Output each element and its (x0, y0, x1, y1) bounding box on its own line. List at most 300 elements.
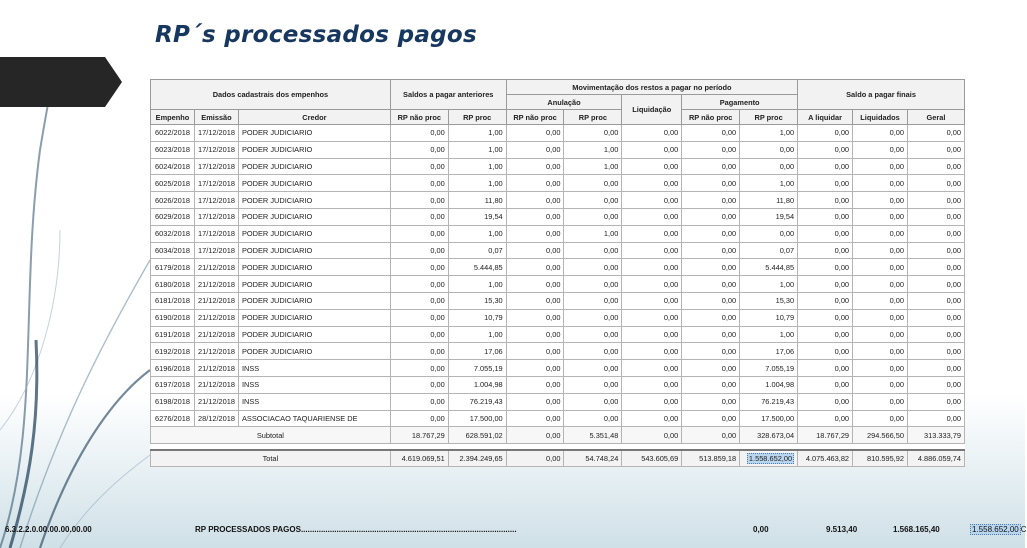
table-row (151, 326, 965, 343)
table-cell: 0,00 (622, 360, 682, 377)
table-cell: 0,00 (853, 225, 908, 242)
subtotal-cell: 5.351,48 (564, 427, 622, 444)
col-saldos-rp-proc: RP proc (448, 110, 506, 125)
table-row (151, 376, 965, 393)
subtotal-cell: 0,00 (506, 427, 564, 444)
table-row (151, 158, 965, 175)
table-cell: 0,00 (564, 410, 622, 427)
table-cell: 0,00 (506, 259, 564, 276)
table-cell: 0,00 (682, 175, 740, 192)
total-row (151, 450, 965, 467)
table-cell: 6032/2018 (151, 225, 195, 242)
col-credor: Credor (238, 110, 390, 125)
table-cell: 6191/2018 (151, 326, 195, 343)
table-cell: 5.444,85 (448, 259, 506, 276)
header-saldo-finais: Saldo a pagar finais (798, 80, 965, 110)
table-cell: 0,00 (390, 326, 448, 343)
table-cell: 0,00 (506, 175, 564, 192)
table-cell: 21/12/2018 (194, 259, 238, 276)
table-row (151, 242, 965, 259)
table-cell: INSS (238, 360, 390, 377)
table-cell: 0,00 (907, 276, 964, 293)
table-cell: PODER JUDICIARIO (238, 192, 390, 209)
table-cell: 0,00 (853, 343, 908, 360)
table-row (151, 343, 965, 360)
table-cell: 1,00 (448, 276, 506, 293)
col-a-liquidar: A liquidar (798, 110, 853, 125)
table-cell: 17/12/2018 (194, 192, 238, 209)
table-cell: 6181/2018 (151, 292, 195, 309)
table-cell: 0,00 (622, 326, 682, 343)
table-cell: 0,00 (390, 410, 448, 427)
table-cell: 1,00 (448, 141, 506, 158)
header-movimentacao: Movimentação dos restos a pagar no período (506, 80, 797, 95)
table-cell: 21/12/2018 (194, 276, 238, 293)
table-row (151, 292, 965, 309)
table-cell: 1,00 (448, 175, 506, 192)
table-cell: 0,00 (390, 192, 448, 209)
table-cell: 0,00 (390, 360, 448, 377)
table-cell: 7.055,19 (740, 360, 798, 377)
col-anulacao-rp-nao-proc: RP não proc (506, 110, 564, 125)
subtotal-cell: 294.566,50 (853, 427, 908, 444)
col-pagamento-rp-proc: RP proc (740, 110, 798, 125)
table-cell: 0,00 (740, 225, 798, 242)
table-cell: 0,00 (506, 360, 564, 377)
table-cell: 1.004,98 (448, 376, 506, 393)
table-cell: 0,00 (798, 242, 853, 259)
table-cell: 11,80 (448, 192, 506, 209)
table-cell: 0,00 (907, 292, 964, 309)
table-cell: 17/12/2018 (194, 225, 238, 242)
table-cell: 0,00 (682, 360, 740, 377)
table-cell: 0,00 (907, 326, 964, 343)
table-cell: 0,00 (798, 360, 853, 377)
footer-account-code: 6.3.2.2.0.00.00.00.00.00 (5, 525, 92, 534)
table-cell: 0,00 (907, 376, 964, 393)
col-emissao: Emissão (194, 110, 238, 125)
total-cell (740, 450, 798, 467)
col-geral: Geral (907, 110, 964, 125)
footer-value-1: 0,00 (753, 525, 769, 534)
table-cell: 0,00 (622, 158, 682, 175)
table-cell: 10,79 (740, 309, 798, 326)
total-cell: 810.595,92 (853, 450, 908, 467)
table-cell: 6025/2018 (151, 175, 195, 192)
table-cell: 0,00 (506, 242, 564, 259)
header-dados-cadastrais: Dados cadastrais dos empenhos (151, 80, 391, 110)
table-cell: 1,00 (448, 125, 506, 142)
subtotal-cell: 0,00 (622, 427, 682, 444)
table-cell: 1,00 (740, 125, 798, 142)
table-row (151, 393, 965, 410)
footer-label: RP PROCESSADOS PAGOS................................................................................................. (195, 525, 517, 534)
table-cell: 0,00 (506, 410, 564, 427)
footer-value-4-wrap (970, 525, 1027, 534)
table-cell: 6196/2018 (151, 360, 195, 377)
table-cell: 11,80 (740, 192, 798, 209)
table-cell: 6180/2018 (151, 276, 195, 293)
table-row (151, 309, 965, 326)
table-cell: 17/12/2018 (194, 242, 238, 259)
table-cell: 6024/2018 (151, 158, 195, 175)
table-cell: INSS (238, 376, 390, 393)
table-cell: 0,00 (798, 208, 853, 225)
table-cell: 0,00 (740, 158, 798, 175)
table-cell: 0,00 (390, 175, 448, 192)
table-cell: 1,00 (740, 276, 798, 293)
header-liquidacao: Liquidação (622, 95, 682, 125)
table-cell: 0,00 (390, 259, 448, 276)
table-cell: 0,00 (853, 175, 908, 192)
table-cell: 0,00 (853, 141, 908, 158)
table-cell: 17.500,00 (448, 410, 506, 427)
table-cell: 0,00 (798, 410, 853, 427)
table-cell: PODER JUDICIARIO (238, 141, 390, 158)
table-cell: 0,00 (798, 125, 853, 142)
table-cell: 0,00 (390, 343, 448, 360)
table-cell: 0,00 (907, 360, 964, 377)
table-cell: 0,00 (682, 242, 740, 259)
table-cell: 0,00 (798, 259, 853, 276)
table-cell: 0,00 (907, 410, 964, 427)
table-cell: 0,00 (622, 225, 682, 242)
highlighted-total-pagamento: 1.558.652,00 (748, 453, 793, 463)
table-cell: 0,00 (564, 376, 622, 393)
table-cell: 0,00 (506, 292, 564, 309)
footer-value-4: 1.558.652,00 (972, 525, 1019, 534)
footer-suffix: C (1020, 525, 1027, 534)
table-cell: 0,00 (853, 242, 908, 259)
table-cell: PODER JUDICIARIO (238, 276, 390, 293)
table-cell: 0,07 (740, 242, 798, 259)
table-cell: 0,00 (798, 276, 853, 293)
table-cell: 0,00 (506, 343, 564, 360)
table-cell: PODER JUDICIARIO (238, 292, 390, 309)
col-empenho: Empenho (151, 110, 195, 125)
table-cell: PODER JUDICIARIO (238, 259, 390, 276)
table-cell: 0,00 (564, 125, 622, 142)
table-cell: 0,00 (622, 259, 682, 276)
total-cell: 543.605,69 (622, 450, 682, 467)
footer-account-line (0, 520, 1025, 540)
table-cell: 0,00 (798, 376, 853, 393)
table-cell: 0,00 (798, 175, 853, 192)
table-cell: 0,00 (907, 242, 964, 259)
table-cell: 0,00 (564, 276, 622, 293)
table-cell: 0,00 (798, 141, 853, 158)
table-cell: 0,00 (907, 158, 964, 175)
table-cell: 0,00 (564, 259, 622, 276)
table-cell: 0,00 (798, 326, 853, 343)
table-cell: PODER JUDICIARIO (238, 343, 390, 360)
table-cell: 0,00 (506, 192, 564, 209)
table-cell: 0,00 (907, 175, 964, 192)
table-cell: 6023/2018 (151, 141, 195, 158)
table-cell: 0,00 (682, 309, 740, 326)
table-cell: 0,00 (853, 376, 908, 393)
table-cell: PODER JUDICIARIO (238, 326, 390, 343)
table-cell: 0,00 (506, 208, 564, 225)
table-cell: 0,00 (798, 225, 853, 242)
table-cell: 21/12/2018 (194, 360, 238, 377)
table-cell: PODER JUDICIARIO (238, 125, 390, 142)
footer-value-3: 1.568.165,40 (893, 525, 940, 534)
table-cell: 0,00 (907, 192, 964, 209)
table-cell: 19,54 (740, 208, 798, 225)
table-row (151, 208, 965, 225)
table-cell: 0,00 (853, 259, 908, 276)
table-cell: 0,00 (390, 158, 448, 175)
table-cell: 5.444,85 (740, 259, 798, 276)
table-cell: PODER JUDICIARIO (238, 208, 390, 225)
table-cell: 15,30 (740, 292, 798, 309)
table-cell: PODER JUDICIARIO (238, 309, 390, 326)
table-cell: 1,00 (448, 158, 506, 175)
report-body (151, 125, 965, 467)
table-cell: 0,00 (622, 292, 682, 309)
table-cell: 0,07 (448, 242, 506, 259)
table-cell: 1,00 (564, 158, 622, 175)
table-cell: 0,00 (390, 309, 448, 326)
table-cell: PODER JUDICIARIO (238, 175, 390, 192)
subtotal-cell: 18.767,29 (390, 427, 448, 444)
total-label: Total (151, 450, 391, 467)
table-cell: 0,00 (622, 208, 682, 225)
total-cell: 54.748,24 (564, 450, 622, 467)
table-cell: 0,00 (564, 360, 622, 377)
table-cell: PODER JUDICIARIO (238, 242, 390, 259)
table-cell: 0,00 (853, 360, 908, 377)
table-cell: 0,00 (390, 225, 448, 242)
table-cell: 0,00 (506, 309, 564, 326)
table-cell: 6190/2018 (151, 309, 195, 326)
table-row (151, 259, 965, 276)
table-cell: 0,00 (622, 393, 682, 410)
table-cell: 0,00 (682, 376, 740, 393)
table-cell: 0,00 (564, 309, 622, 326)
table-cell: 17/12/2018 (194, 158, 238, 175)
slide-title: RP´s processados pagos (155, 22, 478, 48)
table-cell: 21/12/2018 (194, 309, 238, 326)
table-cell: 0,00 (907, 141, 964, 158)
table-cell: 6029/2018 (151, 208, 195, 225)
table-cell: 1,00 (564, 141, 622, 158)
table-cell: 0,00 (506, 158, 564, 175)
table-row (151, 410, 965, 427)
table-cell: 0,00 (506, 225, 564, 242)
table-cell: 21/12/2018 (194, 376, 238, 393)
total-cell: 4.075.463,82 (798, 450, 853, 467)
table-cell: 6034/2018 (151, 242, 195, 259)
table-cell: 0,00 (682, 259, 740, 276)
table-cell: 0,00 (564, 326, 622, 343)
table-cell: 0,00 (390, 292, 448, 309)
table-cell: 0,00 (622, 242, 682, 259)
table-cell: 0,00 (506, 276, 564, 293)
table-cell: 0,00 (506, 393, 564, 410)
table-cell: 17,06 (448, 343, 506, 360)
table-cell: 0,00 (390, 393, 448, 410)
table-cell: 0,00 (853, 410, 908, 427)
table-row (151, 141, 965, 158)
table-row (151, 125, 965, 142)
table-cell: 6276/2018 (151, 410, 195, 427)
table-cell: 0,00 (506, 125, 564, 142)
table-cell: 0,00 (798, 292, 853, 309)
subtotal-cell: 18.767,29 (798, 427, 853, 444)
arrow-banner (0, 57, 125, 107)
table-cell: 0,00 (853, 276, 908, 293)
table-cell: 0,00 (853, 309, 908, 326)
table-cell: 76.219,43 (740, 393, 798, 410)
table-row (151, 225, 965, 242)
table-cell: 17,06 (740, 343, 798, 360)
table-cell: 0,00 (853, 192, 908, 209)
table-cell: 0,00 (682, 141, 740, 158)
table-cell: 7.055,19 (448, 360, 506, 377)
table-row (151, 192, 965, 209)
subtotal-label: Subtotal (151, 427, 391, 444)
table-cell: 0,00 (682, 393, 740, 410)
table-cell: 0,00 (390, 276, 448, 293)
table-cell: 0,00 (622, 376, 682, 393)
table-cell: 1,00 (564, 225, 622, 242)
table-cell: 0,00 (564, 242, 622, 259)
table-cell: 0,00 (390, 125, 448, 142)
table-cell: 0,00 (682, 343, 740, 360)
rp-report-table (150, 79, 965, 467)
table-cell: 0,00 (682, 208, 740, 225)
col-liquidados: Liquidados (853, 110, 908, 125)
table-cell: 17/12/2018 (194, 125, 238, 142)
table-cell: PODER JUDICIARIO (238, 158, 390, 175)
table-cell: 0,00 (798, 393, 853, 410)
header-pagamento: Pagamento (682, 95, 798, 110)
table-cell: 0,00 (907, 225, 964, 242)
table-cell: PODER JUDICIARIO (238, 225, 390, 242)
table-cell: 1,00 (740, 175, 798, 192)
table-cell: 17.500,00 (740, 410, 798, 427)
table-cell: 0,00 (853, 326, 908, 343)
col-saldos-rp-nao-proc: RP não proc (390, 110, 448, 125)
table-cell: 0,00 (622, 125, 682, 142)
total-cell: 0,00 (506, 450, 564, 467)
table-cell: 0,00 (564, 208, 622, 225)
table-cell: 0,00 (622, 276, 682, 293)
subtotal-cell: 313.333,79 (907, 427, 964, 444)
table-cell: 1,00 (740, 326, 798, 343)
table-cell: 0,00 (564, 393, 622, 410)
total-cell: 4.619.069,51 (390, 450, 448, 467)
table-cell: 0,00 (622, 192, 682, 209)
subtotal-cell: 0,00 (682, 427, 740, 444)
table-cell: 0,00 (622, 309, 682, 326)
table-cell: 0,00 (740, 141, 798, 158)
table-row (151, 276, 965, 293)
table-cell: INSS (238, 393, 390, 410)
table-cell: 15,30 (448, 292, 506, 309)
header-anulacao: Anulação (506, 95, 622, 110)
table-row (151, 175, 965, 192)
footer-value-2: 9.513,40 (826, 525, 858, 534)
table-cell: 0,00 (853, 125, 908, 142)
table-cell: 0,00 (907, 309, 964, 326)
table-row (151, 360, 965, 377)
table-cell: 0,00 (506, 141, 564, 158)
table-cell: 0,00 (390, 242, 448, 259)
table-cell: 0,00 (682, 225, 740, 242)
table-cell: 6198/2018 (151, 393, 195, 410)
table-cell: 0,00 (682, 276, 740, 293)
subtotal-row (151, 427, 965, 444)
table-cell: 0,00 (682, 192, 740, 209)
table-cell: 0,00 (682, 158, 740, 175)
table-cell: 0,00 (853, 292, 908, 309)
table-cell: 6026/2018 (151, 192, 195, 209)
table-cell: 28/12/2018 (194, 410, 238, 427)
table-cell: 0,00 (682, 125, 740, 142)
table-cell: 0,00 (390, 376, 448, 393)
table-cell: 0,00 (798, 343, 853, 360)
table-cell: 21/12/2018 (194, 326, 238, 343)
table-cell: ASSOCIACAO TAQUARIENSE DE (238, 410, 390, 427)
table-cell: 17/12/2018 (194, 175, 238, 192)
table-cell: 21/12/2018 (194, 292, 238, 309)
table-cell: 0,00 (907, 208, 964, 225)
subtotal-cell: 628.591,02 (448, 427, 506, 444)
table-cell: 0,00 (682, 326, 740, 343)
table-cell: 0,00 (622, 141, 682, 158)
subtotal-cell: 328.673,04 (740, 427, 798, 444)
table-cell: 0,00 (798, 192, 853, 209)
table-cell: 0,00 (622, 175, 682, 192)
table-cell: 1,00 (448, 326, 506, 343)
table-cell: 6179/2018 (151, 259, 195, 276)
table-cell: 0,00 (390, 141, 448, 158)
table-cell: 1,00 (448, 225, 506, 242)
total-cell: 4.886.059,74 (907, 450, 964, 467)
table-cell: 0,00 (798, 309, 853, 326)
table-cell: 17/12/2018 (194, 208, 238, 225)
table-cell: 6022/2018 (151, 125, 195, 142)
table-cell: 19,54 (448, 208, 506, 225)
table-cell: 0,00 (798, 158, 853, 175)
table-cell: 21/12/2018 (194, 343, 238, 360)
table-cell: 17/12/2018 (194, 141, 238, 158)
table-cell: 21/12/2018 (194, 393, 238, 410)
table-cell: 0,00 (564, 175, 622, 192)
table-cell: 6197/2018 (151, 376, 195, 393)
header-saldos-anteriores: Saldos a pagar anteriores (390, 80, 506, 110)
table-cell: 6192/2018 (151, 343, 195, 360)
table-cell: 10,79 (448, 309, 506, 326)
table-cell: 0,00 (564, 292, 622, 309)
table-cell: 0,00 (853, 208, 908, 225)
col-pagamento-rp-nao-proc: RP não proc (682, 110, 740, 125)
table-cell: 76.219,43 (448, 393, 506, 410)
table-cell: 0,00 (907, 259, 964, 276)
table-cell: 0,00 (907, 125, 964, 142)
total-cell: 2.394.249,65 (448, 450, 506, 467)
table-cell: 0,00 (622, 410, 682, 427)
table-cell: 0,00 (506, 326, 564, 343)
table-cell: 0,00 (390, 208, 448, 225)
table-cell: 0,00 (506, 376, 564, 393)
table-cell: 0,00 (907, 393, 964, 410)
table-cell: 0,00 (853, 393, 908, 410)
table-cell: 0,00 (853, 158, 908, 175)
